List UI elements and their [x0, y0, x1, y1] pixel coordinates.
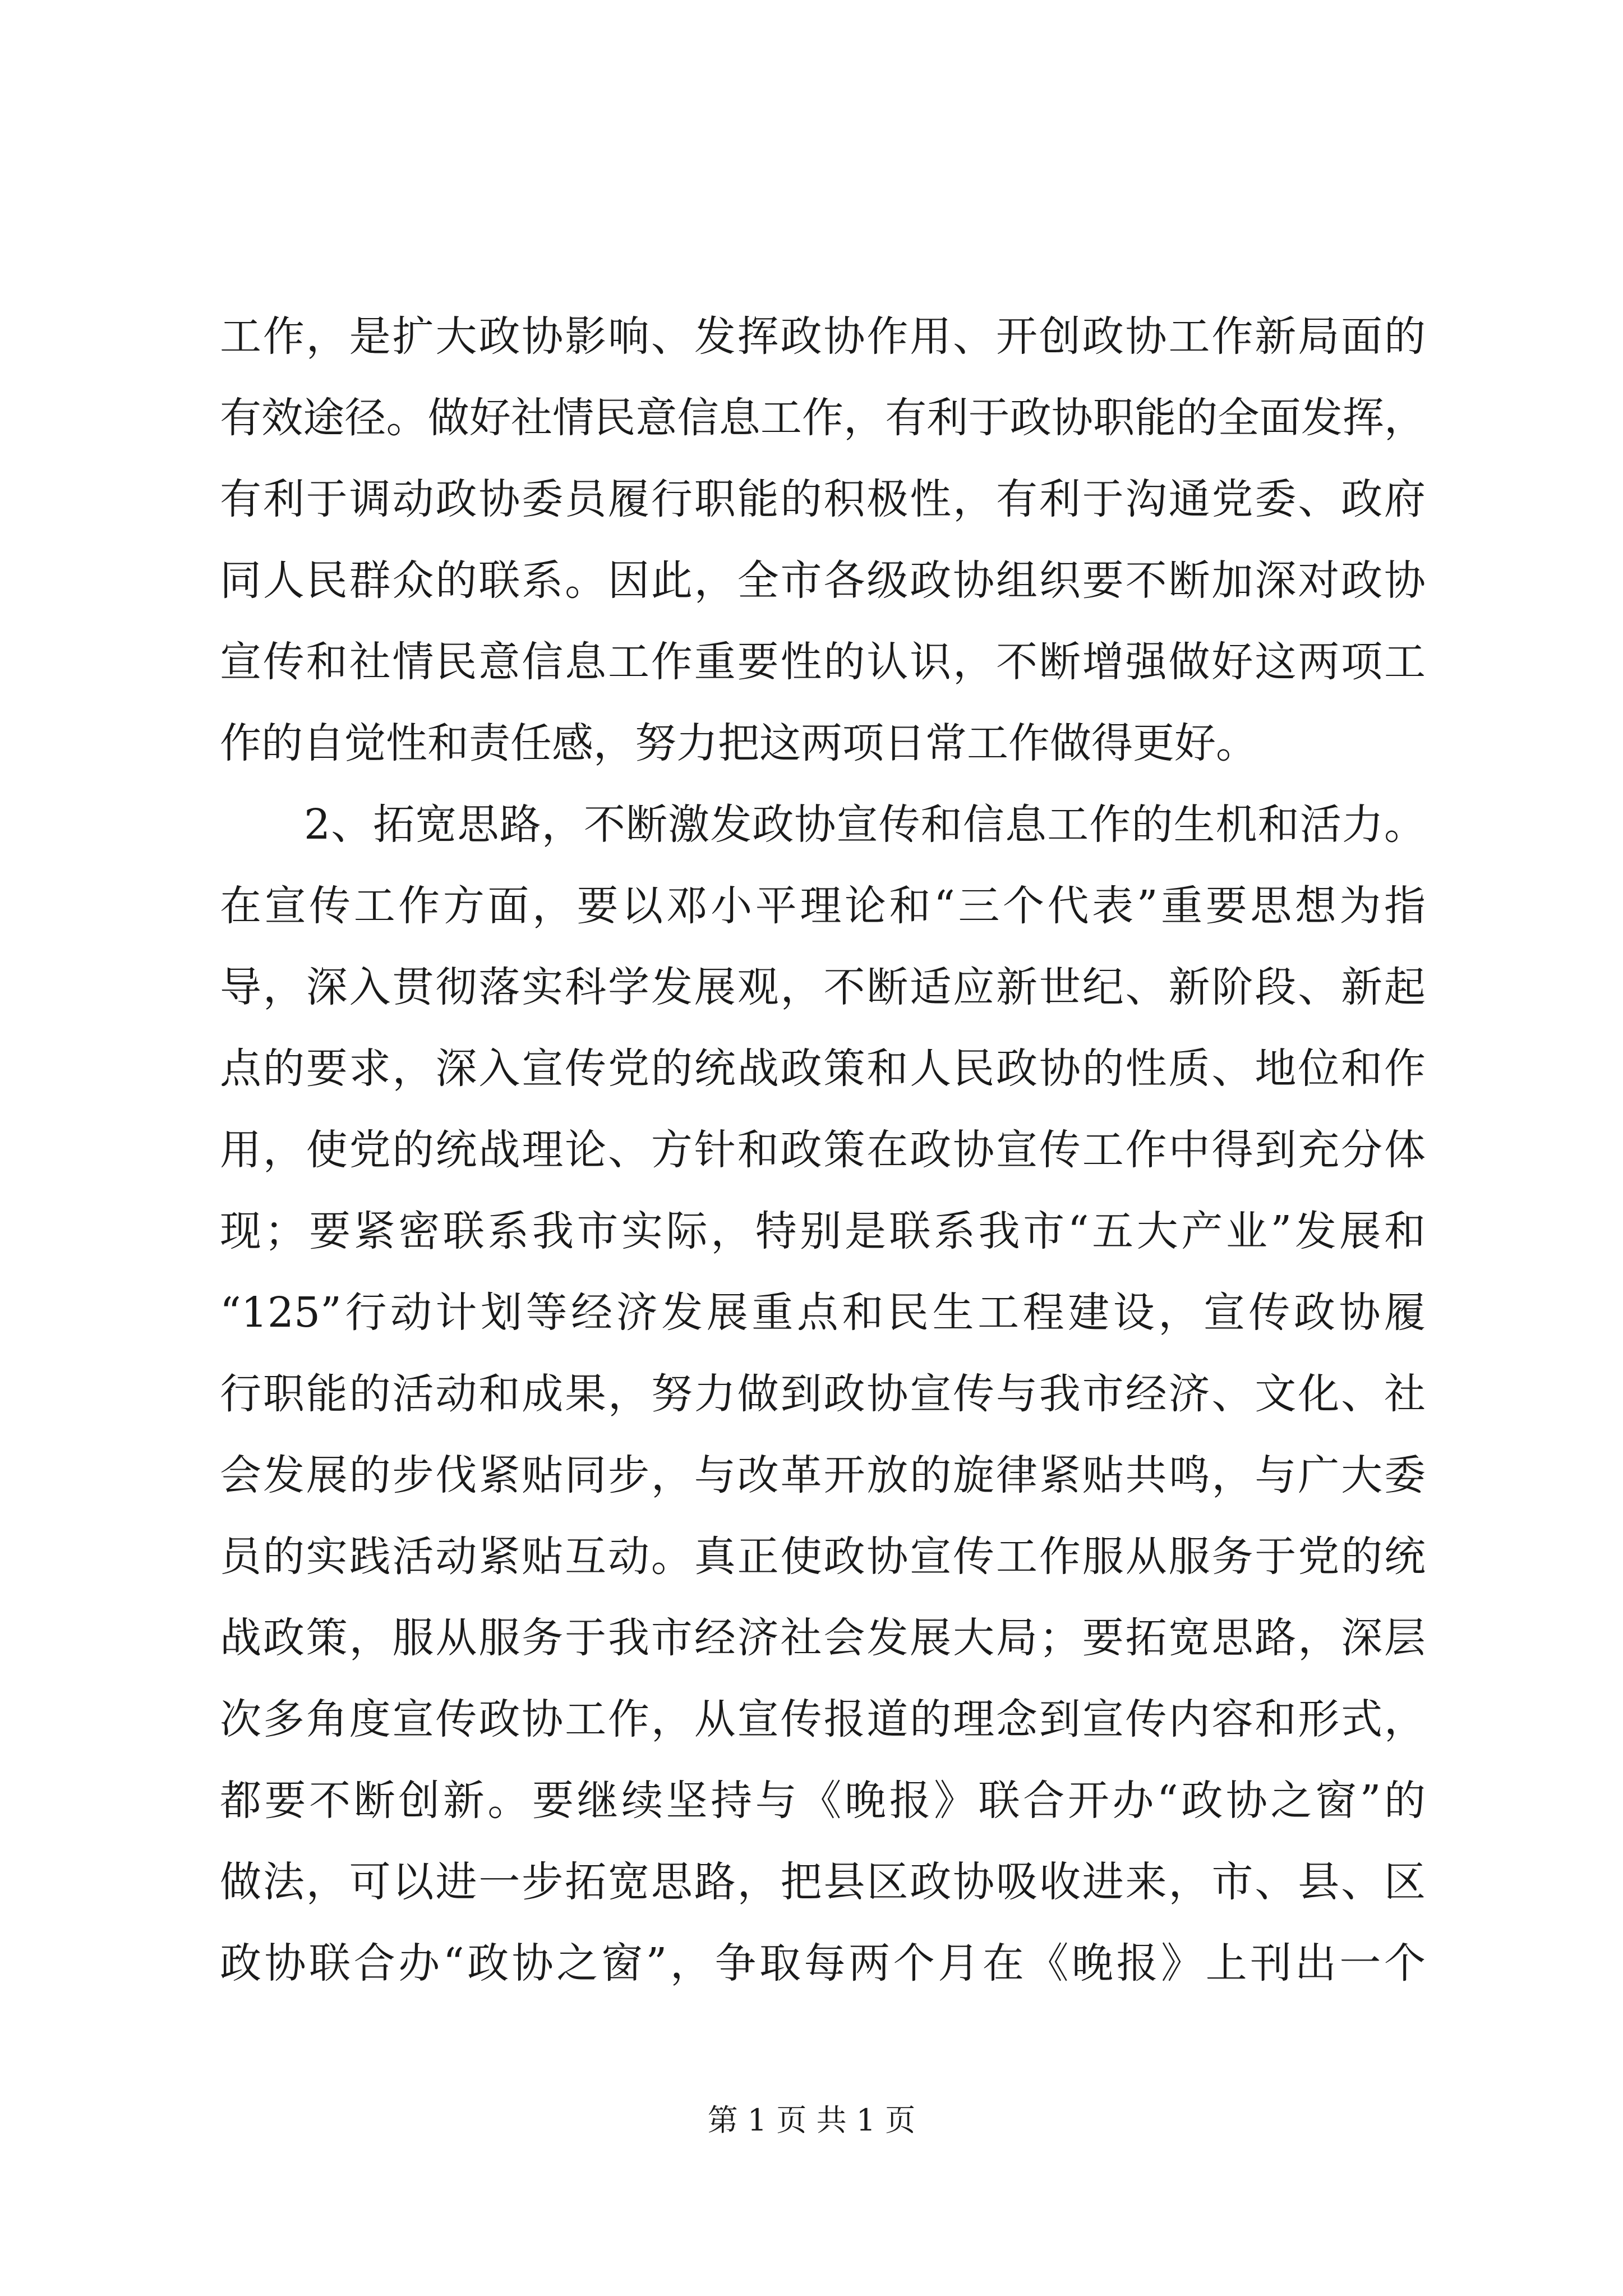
text-line-1: 工作，是扩大政协影响、发挥政协作用、开创政协工作新局面的 [220, 312, 1426, 361]
text-line-8: 在宣传工作方面，要以邓小平理论和“三个代表”重要思想为指 [220, 882, 1426, 930]
text-line-15: 会发展的步伐紧贴同步，与改革开放的旋律紧贴共鸣，与广大委 [220, 1451, 1426, 1499]
text-line-7: 2、拓宽思路，不断激发政协宣传和信息工作的生机和活力。 [304, 800, 1426, 849]
text-line-20: 做法，可以进一步拓宽思路，把县区政协吸收进来，市、县、区 [220, 1858, 1426, 1906]
text-line-6: 作的自觉性和责任感，努力把这两项日常工作做得更好。 [220, 719, 1257, 767]
body-text [220, 296, 1426, 2004]
text-line-21: 政协联合办“政协之窗”，争取每两个月在《晚报》上刊出一个 [220, 1939, 1426, 1987]
text-line-5: 宣传和社情民意信息工作重要性的认识，不断增强做好这两项工 [220, 638, 1426, 686]
text-line-3: 有利于调动政协委员履行职能的积极性，有利于沟通党委、政府 [220, 475, 1426, 523]
text-line-13: “125”行动计划等经济发展重点和民生工程建设，宣传政协履 [220, 1289, 1426, 1337]
text-line-16: 员的实践活动紧贴互动。真正使政协宣传工作服从服务于党的统 [220, 1533, 1426, 1581]
text-line-17: 战政策，服从服务于我市经济社会发展大局；要拓宽思路，深层 [220, 1614, 1426, 1662]
text-line-4: 同人民群众的联系。因此，全市各级政协组织要不断加深对政协 [220, 556, 1426, 605]
text-line-18: 次多角度宣传政协工作，从宣传报道的理念到宣传内容和形式， [220, 1695, 1426, 1743]
text-line-12: 现；要紧密联系我市实际，特别是联系我市“五大产业”发展和 [220, 1207, 1426, 1255]
text-line-14: 行职能的活动和成果，努力做到政协宣传与我市经济、文化、社 [220, 1370, 1426, 1418]
text-line-10: 点的要求，深入宣传党的统战政策和人民政协的性质、地位和作 [220, 1045, 1426, 1093]
text-line-2: 有效途径。做好社情民意信息工作，有利于政协职能的全面发挥， [220, 394, 1426, 442]
text-line-19: 都要不断创新。要继续坚持与《晚报》联合开办“政协之窗”的 [220, 1777, 1426, 1825]
page-number-label: 第 1 页 共 1 页 [707, 2102, 916, 2138]
text-line-11: 用，使党的统战理论、方针和政策在政协宣传工作中得到充分体 [220, 1126, 1426, 1174]
page-footer [0, 2101, 1623, 2140]
text-line-9: 导，深入贯彻落实科学发展观，不断适应新世纪、新阶段、新起 [220, 963, 1426, 1011]
